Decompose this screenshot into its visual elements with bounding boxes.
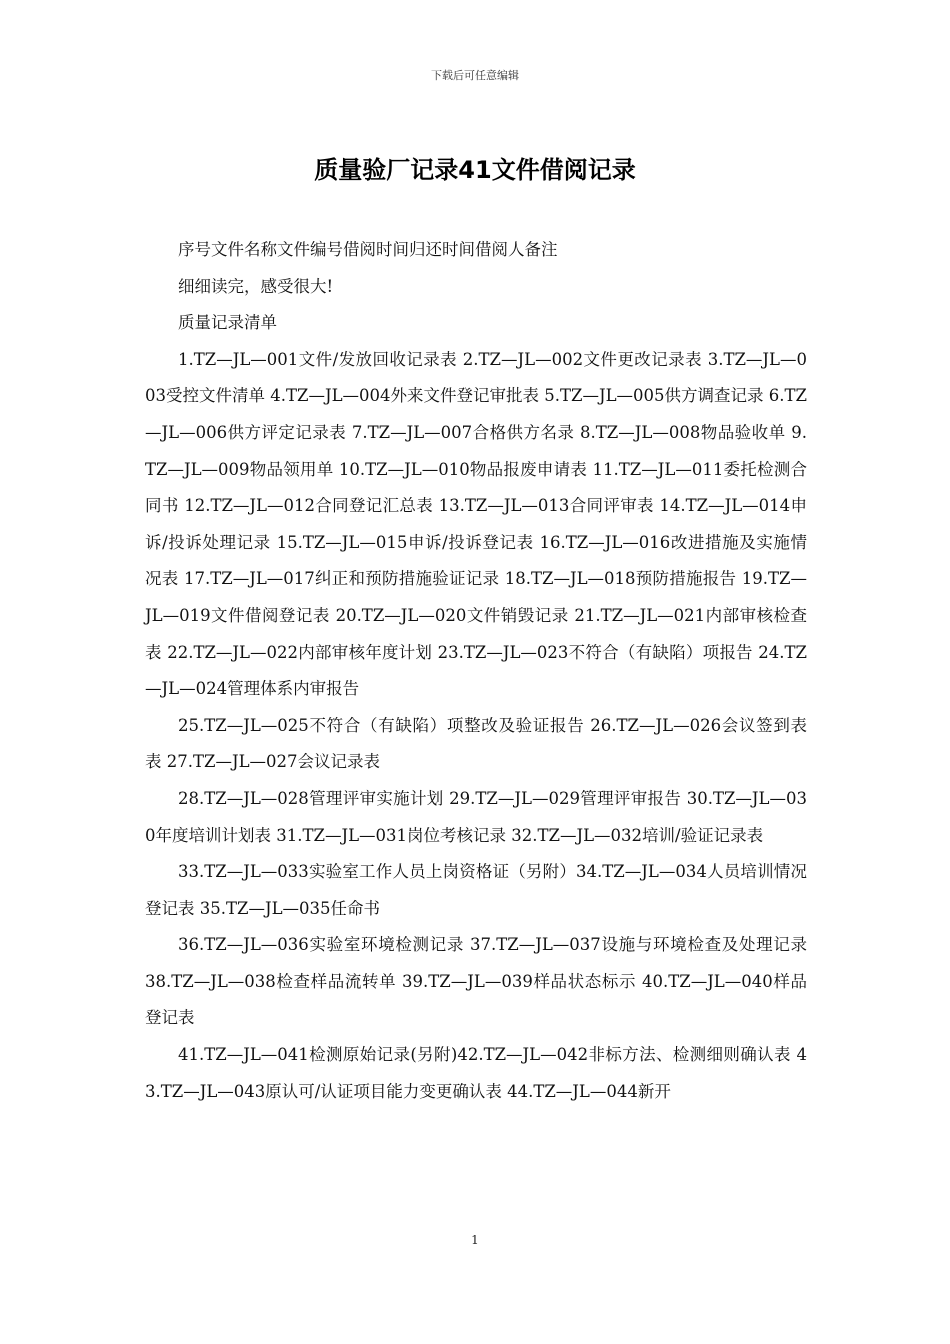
document-title: 质量验厂记录41文件借阅记录 xyxy=(314,156,636,184)
page-number: 1 xyxy=(471,1233,479,1247)
record-list-paragraph: 33.TZ—JL—033实验室工作人员上岗资格证（另附）34.TZ—JL—034人员培训情况登记表 35.TZ—JL—035任命书 xyxy=(145,862,807,918)
note-paragraph: 细细读完，感受很大! xyxy=(178,276,334,296)
page-header: 下载后可任意编辑 xyxy=(431,69,519,82)
record-list-paragraph: 41.TZ—JL—041检测原始记录(另附)42.TZ—JL—042非标方法、检测细则确认表 43.TZ—JL—043原认可/认证项目能力变更确认表 44.TZ—JL—044新开 xyxy=(145,1045,807,1101)
record-list-paragraph: 1.TZ—JL—001文件/发放回收记录表 2.TZ—JL—002文件更改记录表 3.TZ—JL—003受控文件清单 4.TZ—JL—004外来文件登记审批表 5.TZ—JL—005供方调查记录 6.TZ—JL—006供方评定记录表 7.TZ—JL—007合格供方名录 8.TZ—JL—008物品验收单 9.TZ—JL—009物品领用单 10.TZ—JL—010物品报废申请表 11.TZ—JL—011委托检测合同书 12.TZ—JL—012合同登记汇总表 13.TZ—JL—013合同评审表 14.TZ—JL—014申诉/投诉处理记录 15.TZ—JL—015申诉/投诉登记表 16.TZ—JL—016改进措施及实施情况表 17.TZ—JL—017纠正和预防措施验证记录 18.TZ—JL—018预防措施报告 19.TZ—JL—019文件借阅登记表 20.TZ—JL—020文件销毁记录 21.TZ—JL—021内部审核检查表 22.TZ—JL—022内部审核年度计划 23.TZ—JL—023不符合（有缺陷）项报告 24.TZ—JL—024管理体系内审报告 xyxy=(145,349,807,699)
document-body xyxy=(145,232,807,1110)
record-list-paragraph: 36.TZ—JL—036实验室环境检测记录 37.TZ—JL—037设施与环境检查及处理记录 38.TZ—JL—038检查样品流转单 39.TZ—JL—039样品状态标示 40.TZ—JL—040样品登记表 xyxy=(145,935,807,1028)
table-header-paragraph: 序号文件名称文件编号借阅时间归还时间借阅人备注 xyxy=(178,240,558,259)
record-list-paragraph: 28.TZ—JL—028管理评审实施计划 29.TZ—JL—029管理评审报告 30.TZ—JL—030年度培训计划表 31.TZ—JL—031岗位考核记录 32.TZ—JL—032培训/验证记录表 xyxy=(145,788,807,845)
record-list-paragraph: 25.TZ—JL—025不符合（有缺陷）项整改及验证报告 26.TZ—JL—026会议签到表表 27.TZ—JL—027会议记录表 xyxy=(145,715,807,772)
section-heading-paragraph: 质量记录清单 xyxy=(178,313,277,333)
